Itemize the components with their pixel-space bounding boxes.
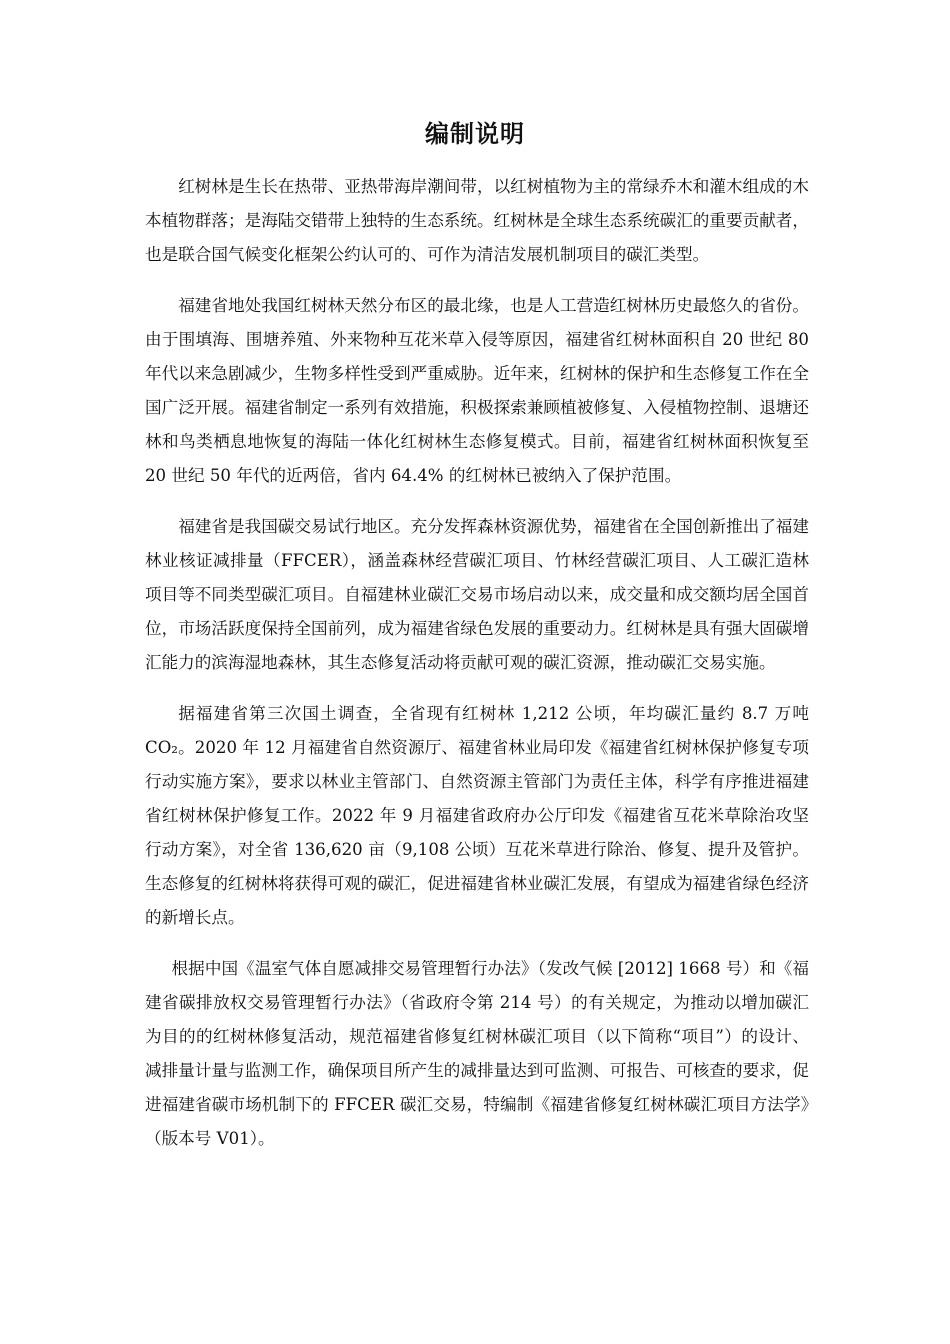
paragraph-2: 福建省地处我国红树林天然分布区的最北缘，也是人工营造红树林历史最悠久的省份。由于围填海、围塘养殖、外来物种互花米草入侵等原因，福建省红树林面积自 20 世纪 80 年代以来急剧减少，生物多样性受到严重威胁。近年来，红树林的保护和生态修复工作在全国广泛开展。福建省制定一系列有效措施，积极探索兼顾植被修复、入侵植物控制、退塘还林和鸟类栖息地恢复的海陆一体化红树林生态修复模式。目前，福建省红树林面积恢复至 20 世纪 50 年代的近两倍，省内 64.4% 的红树林已被纳入了保护范围。 (145, 296, 809, 485)
paragraph-5: 根据中国《温室气体自愿减排交易管理暂行办法》（发改气候 [2012] 1668 号）和《福建省碳排放权交易管理暂行办法》（省政府令第 214 号）的有关规定，为推动以增加碳汇为目的的红树林修复活动，规范福建省修复红树林碳汇项目（以下简称“项目”）的设计、减排量计量与监测工作，确保项目所产生的减排量达到可监测、可报告、可核查的要求，促进福建省碳市场机制下的 FFCER 碳汇交易，特编制《福建省修复红树林碳汇项目方法学》（版本号 V01）。 (145, 959, 809, 1148)
document-body (145, 170, 809, 1173)
document-title: 编制说明 (425, 120, 525, 148)
paragraph-4: 据福建省第三次国土调查，全省现有红树林 1,212 公顷，年均碳汇量约 8.7 万吨CO₂。2020 年 12 月福建省自然资源厅、福建省林业局印发《福建省红树林保护修复专项行动实施方案》，要求以林业主管部门、自然资源主管部门为责任主体，科学有序推进福建省红树林保护修复工作。2022 年 9 月福建省政府办公厅印发《福建省互花米草除治攻坚行动方案》，对全省 136,620 亩（9,108 公顷）互花米草进行除治、修复、提升及管护。生态修复的红树林将获得可观的碳汇，促进福建省林业碳汇发展，有望成为福建省绿色经济的新增长点。 (145, 704, 809, 927)
paragraph-3: 福建省是我国碳交易试行地区。充分发挥森林资源优势，福建省在全国创新推出了福建林业核证减排量（FFCER），涵盖森林经营碳汇项目、竹林经营碳汇项目、人工碳汇造林项目等不同类型碳汇项目。自福建林业碳汇交易市场启动以来，成交量和成交额均居全国首位，市场活跃度保持全国前列，成为福建省绿色发展的重要动力。红树林是具有强大固碳增汇能力的滨海湿地森林，其生态修复活动将贡献可观的碳汇资源，推动碳汇交易实施。 (145, 517, 809, 672)
paragraph-1: 红树林是生长在热带、亚热带海岸潮间带，以红树植物为主的常绿乔木和灌木组成的木本植物群落；是海陆交错带上独特的生态系统。红树林是全球生态系统碳汇的重要贡献者，也是联合国气候变化框架公约认可的、可作为清洁发展机制项目的碳汇类型。 (145, 177, 809, 264)
